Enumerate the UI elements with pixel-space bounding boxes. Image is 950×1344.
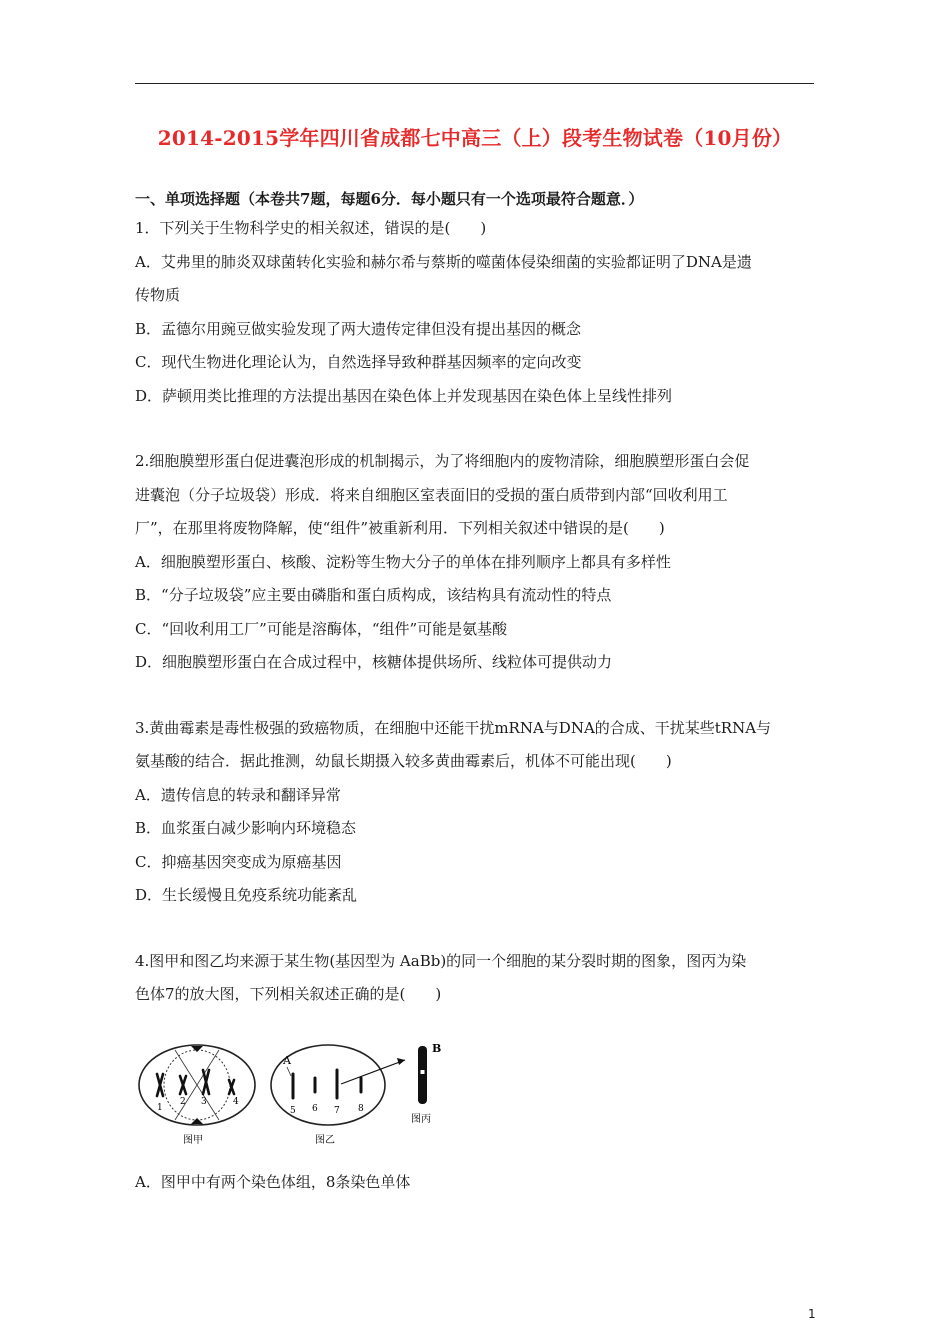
question-3-stem: 3.黄曲霉素是毒性极强的致癌物质，在细胞中还能干扰mRNA与DNA的合成、干扰某些tRNA与 [135, 718, 772, 737]
gene-a-label: A [283, 1054, 291, 1067]
questions-content [135, 212, 817, 1012]
jia-number: 1 [157, 1103, 163, 1113]
question-1 [135, 212, 817, 413]
question-2-option-b: B．“分子垃圾袋”应主要由磷脂和蛋白质构成，该结构具有流动性的特点 [135, 586, 612, 604]
question-3-option-d: D．生长缓慢且免疫系统功能紊乱 [135, 886, 358, 904]
question-3 [135, 712, 817, 913]
cell-division-figure [135, 1040, 455, 1152]
question-3-option-b: B．血浆蛋白减少影响内环境稳态 [135, 819, 357, 837]
yi-number: 5 [290, 1106, 296, 1116]
yi-number: 6 [312, 1104, 318, 1114]
question-1-option-c: C．现代生物进化理论认为，自然选择导致种群基因频率的定向改变 [135, 353, 582, 371]
arrow-icon [397, 1058, 405, 1065]
question-2-stem: 厂”，在那里将废物降解，使“组件”被重新利用．下列相关叙述中错误的是( ) [135, 519, 665, 537]
question-2-option-c: C．“回收利用工厂”可能是溶酶体，“组件”可能是氨基酸 [135, 619, 508, 638]
jia-number: 2 [180, 1097, 186, 1107]
question-2-stem: 进囊泡（分子垃圾袋）形成．将来自细胞区室表面旧的受损的蛋白质带到内部“回收利用工 [135, 485, 728, 504]
question-4-stem: 4.图甲和图乙均来源于某生物(基因型为 AaBb)的同一个细胞的某分裂时期的图象，图丙为染 [135, 951, 747, 970]
page-number: 1 [808, 1307, 816, 1321]
question-4 [135, 945, 817, 1012]
question-2-option-a: A．细胞膜塑形蛋白、核酸、淀粉等生物大分子的单体在排列顺序上都具有多样性 [135, 552, 671, 571]
question-4-stem: 色体7的放大图，下列相关叙述正确的是( ) [135, 985, 442, 1003]
figure-bing-label: 图丙 [411, 1114, 431, 1125]
question-3-option-c: C．抑癌基因突变成为原癌基因 [135, 852, 342, 871]
figure-jia-label: 图甲 [183, 1135, 203, 1146]
question-1-option-a-cont: 传物质 [135, 286, 181, 304]
question-2 [135, 445, 817, 680]
jia-number: 4 [233, 1097, 239, 1107]
question-3-stem: 氨基酸的结合．据此推测，幼鼠长期摄入较多黄曲霉素后，机体不可能出现( ) [135, 752, 672, 770]
figure-bing [411, 1042, 441, 1125]
header-rule [135, 83, 814, 84]
question-2-stem: 2.细胞膜塑形蛋白促进囊泡形成的机制揭示，为了将细胞内的废物清除，细胞膜塑形蛋白会促 [135, 452, 750, 470]
figure-yi [271, 1045, 385, 1146]
question-1-option-b: B．孟德尔用豌豆做实验发现了两大遗传定律但没有提出基因的概念 [135, 319, 582, 338]
jia-number: 3 [201, 1097, 207, 1107]
question-1-option-d: D．萨顿用类比推理的方法提出基因在染色体上并发现基因在染色体上呈线性排列 [135, 386, 673, 405]
yi-number: 7 [334, 1106, 340, 1116]
question-2-option-d: D．细胞膜塑形蛋白在合成过程中，核糖体提供场所、线粒体可提供动力 [135, 653, 613, 671]
question-3-option-a: A．遗传信息的转录和翻译异常 [135, 785, 341, 804]
section-heading: 一、单项选择题（本卷共7题，每题6分．每小题只有一个选项最符合题意．） [135, 190, 644, 208]
page-title: 2014-2015学年四川省成都七中高三（上）段考生物试卷（10月份） [157, 126, 793, 150]
yi-number: 8 [358, 1104, 364, 1114]
figure-yi-label: 图乙 [315, 1135, 335, 1146]
question-1-stem: 1．下列关于生物科学史的相关叙述，错误的是( ) [135, 219, 487, 237]
question-1-option-a: A．艾弗里的肺炎双球菌转化实验和赫尔希与蔡斯的噬菌体侵染细菌的实验都证明了DNA是遗 [135, 252, 752, 271]
figure-jia [139, 1045, 255, 1146]
question-4-option-a: A．图甲中有两个染色体组，8条染色单体 [135, 1173, 411, 1191]
gene-b-label: B [432, 1042, 442, 1055]
